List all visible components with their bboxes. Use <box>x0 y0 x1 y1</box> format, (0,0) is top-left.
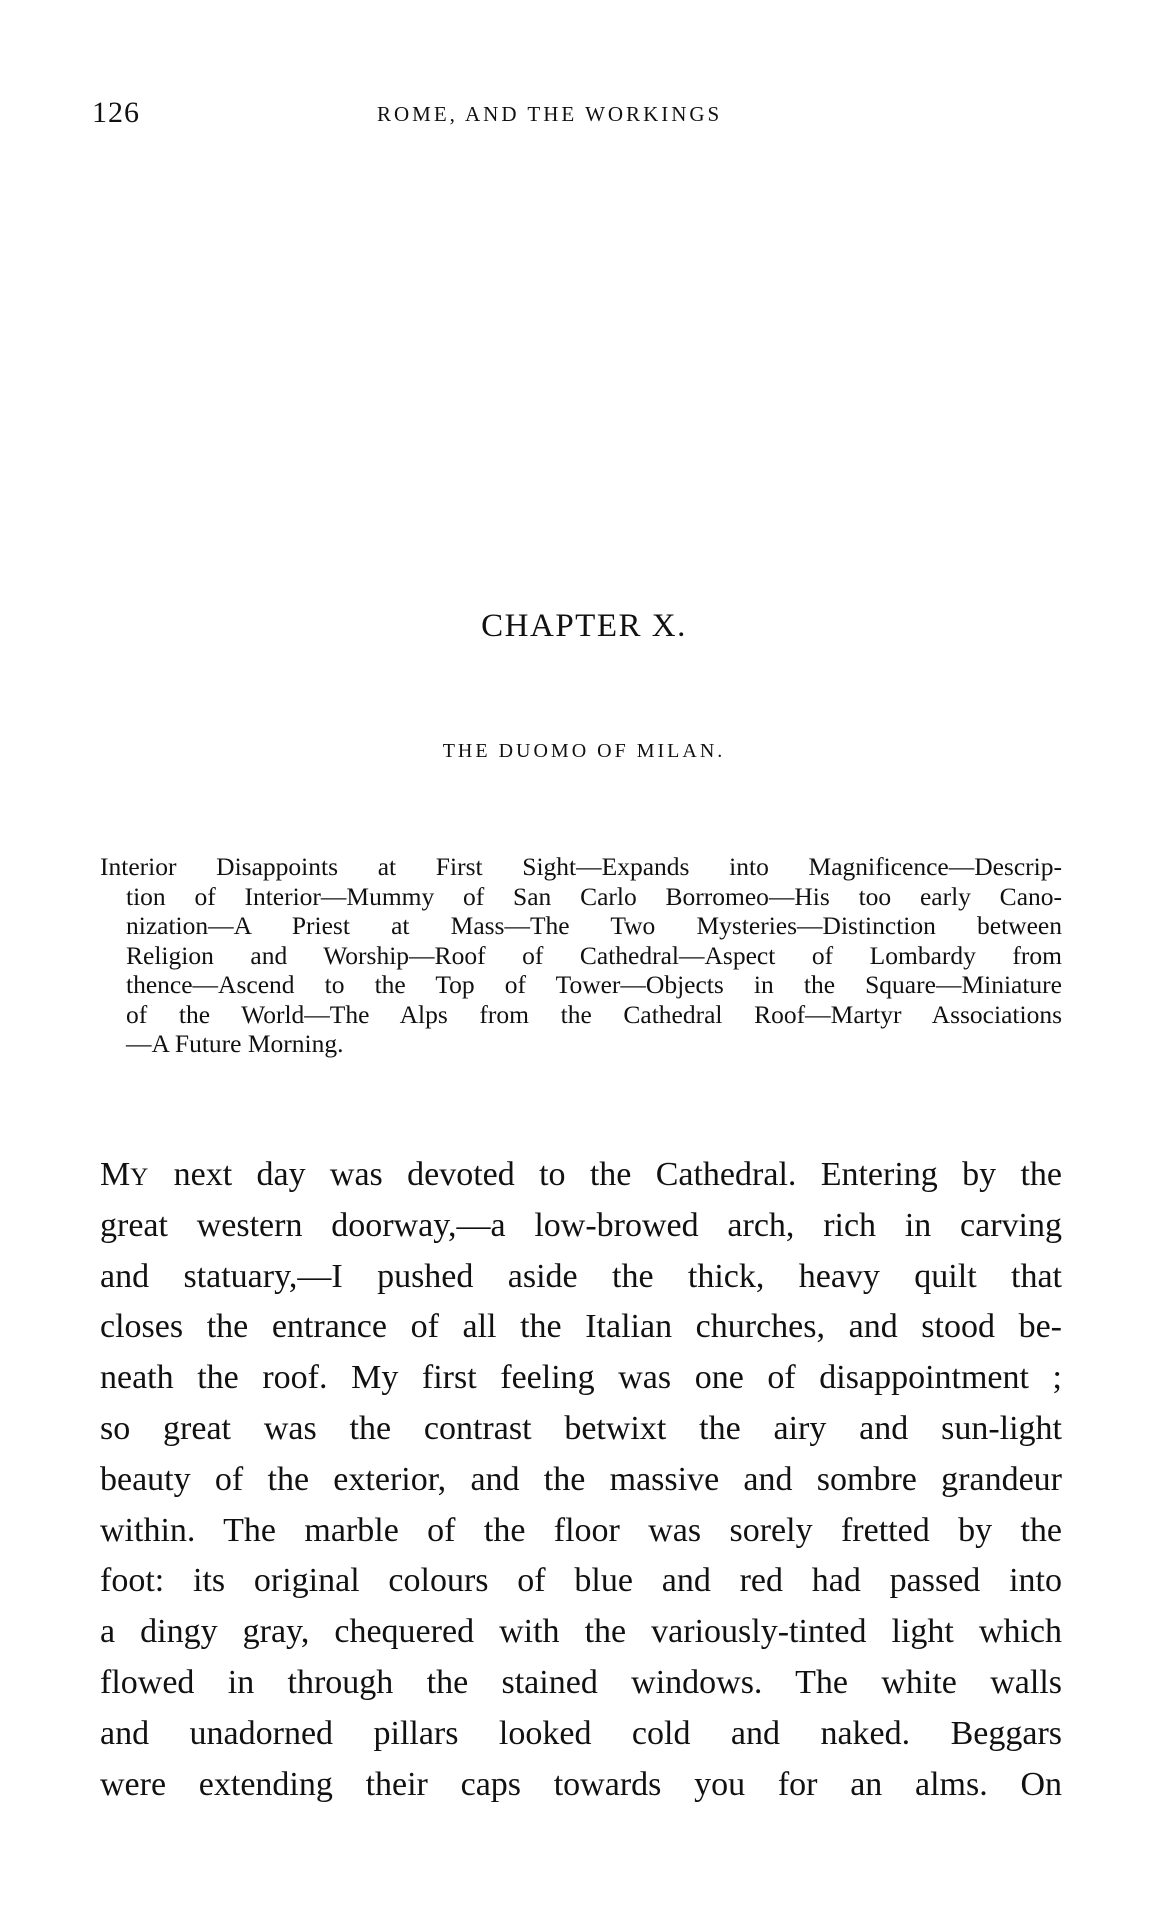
synopsis-line: Religion and Worship—Roof of Cathedral—Aspect of Lombardy from <box>126 940 1062 970</box>
opening-smallcap: Y <box>130 1164 150 1191</box>
synopsis-line: tion of Interior—Mummy of San Carlo Borromeo—His too early Cano- <box>126 881 1062 911</box>
body-line: flowed in through the stained windows. The white walls <box>100 1663 1062 1701</box>
body-line: beauty of the exterior, and the massive and sombre grandeur <box>100 1460 1062 1498</box>
body-paragraph <box>100 1150 1062 1810</box>
body-line: were extending their caps towards you for an alms. On <box>100 1765 1062 1803</box>
body-line: so great was the contrast betwixt the airy and sun-light <box>100 1409 1062 1447</box>
synopsis-line: —A Future Morning. <box>126 1029 344 1058</box>
synopsis-line: of the World—The Alps from the Cathedral Roof—Martyr Associations <box>126 999 1062 1029</box>
first-line-text: next day was devoted to the Cathedral. Entering by the <box>149 1156 1062 1193</box>
page-number: 126 <box>92 96 140 129</box>
body-line: closes the entrance of all the Italian churches, and stood be- <box>100 1308 1062 1346</box>
chapter-title: CHAPTER X. <box>481 608 687 644</box>
opening-initial: M <box>100 1156 131 1193</box>
body-line: great western doorway,—a low-browed arch, rich in carving <box>100 1206 1062 1244</box>
chapter-subtitle: THE DUOMO OF MILAN. <box>442 740 726 762</box>
synopsis-line: nization—A Priest at Mass—The Two Mysteries—Distinction between <box>126 911 1062 940</box>
synopsis-line: Interior Disappoints at First Sight—Expands into Magnificence—Descrip- <box>100 852 1062 881</box>
page-header <box>92 96 1077 136</box>
chapter-synopsis <box>100 852 1062 1059</box>
body-line: and unadorned pillars looked cold and naked. Beggars <box>100 1714 1062 1752</box>
body-line: foot: its original colours of blue and red had passed into <box>100 1562 1062 1600</box>
body-line: neath the roof. My first feeling was one of disappointment ; <box>100 1359 1062 1397</box>
running-head: ROME, AND THE WORKINGS <box>377 102 723 126</box>
body-line: a dingy gray, chequered with the variously-tinted light which <box>100 1613 1062 1651</box>
body-line-first <box>100 1150 1062 1201</box>
synopsis-line: thence—Ascend to the Top of Tower—Objects in the Square—Miniature <box>126 970 1062 999</box>
body-line: and statuary,—I pushed aside the thick, heavy quilt that <box>100 1257 1062 1295</box>
body-line: within. The marble of the floor was sorely fretted by the <box>100 1511 1062 1549</box>
